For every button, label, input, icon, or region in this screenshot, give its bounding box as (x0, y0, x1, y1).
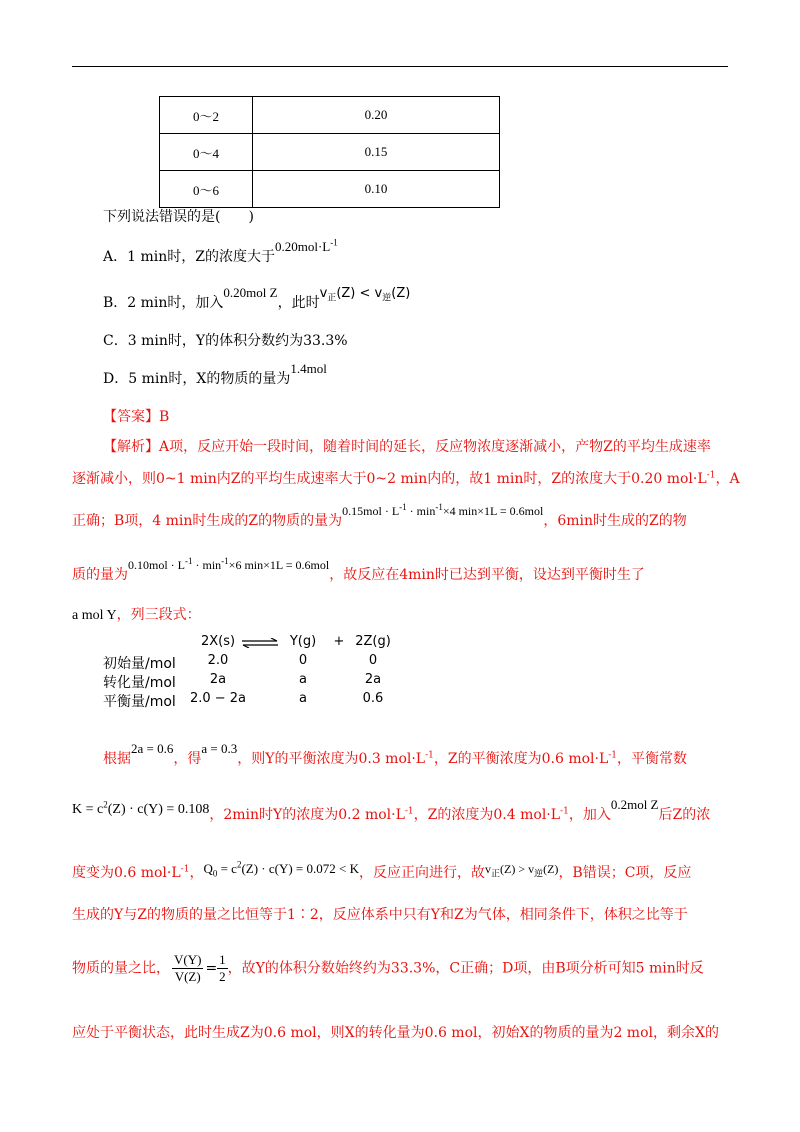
option-a-math: $0.20mol\cdot L^{-1}$ (274, 237, 338, 254)
analysis-line-11: 应处于平衡状态，此时生成Z为0.6 mol，则X的转化量为0.6 mol，初始X的物质的量为2 mol，剩余X的 (72, 1025, 719, 1041)
option-b-text: B．2 min时，加入 (103, 295, 224, 311)
analysis-line-4: 质的量为$0.10mol \cdot L^{-1} \cdot \min^{-1}\times 6$ min×1L = 0.6mol，故反应在4min时已达到平衡，设达到平衡时生了 (72, 556, 645, 583)
analysis-line-1: 【解析】A项，反应开始一段时间，随着时间的延长，反应物浓度逐渐减小，产物Z的平均生成速率 (103, 439, 711, 455)
analysis-math: $Q_0 = c^2(Z) \cdot c(Y) = 0.072 < K$ (203, 859, 359, 879)
time-cell: 0～6 (160, 171, 253, 208)
analysis-label: 【解析】 (103, 439, 159, 455)
option-c: C．3 min时，Y的体积分数约为33.3% (103, 333, 348, 349)
option-d-math: 1.4mol (290, 361, 327, 376)
analysis-line-9: 生成的Y与Z的物质的量之比恒等于1∶2，反应体系中只有Y和Z为气体，相同条件下，体积之比等于 (72, 907, 688, 923)
answer-value: B (159, 409, 170, 425)
table-row (160, 97, 500, 134)
analysis-math: $0.15mol \cdot L^{-1} \cdot \min^{-1}\times 4$ min×1L = 0.6mol (342, 502, 544, 518)
analysis-line-5: a mol Y，列三段式： (72, 607, 201, 623)
analysis-math: $K = c^2(Z) \cdot c(Y) = 0.108$ (72, 799, 210, 817)
analysis-line-10: 物质的量之比， $\frac{V(Y)}{V(Z)}$ = $\frac{1}{2}$ ，故Y的体积分数始终约为33.3%，C正确；D项，由B项分析可知5 min时反 (72, 952, 704, 984)
analysis-math: $v_正(Z) > v_逆(Z)$ (484, 862, 559, 879)
volume-ratio-fraction: $\frac{V(Y)}{V(Z)}$ (174, 952, 202, 984)
option-d (103, 361, 327, 388)
rate-cell: 0.20 (253, 97, 500, 134)
option-b (103, 285, 411, 312)
answer (103, 406, 169, 426)
rate-cell: 0.15 (253, 134, 500, 171)
question-text: 下列说法错误的是( ) (103, 209, 254, 225)
time-cell: 0～4 (160, 134, 253, 171)
header-rule (72, 66, 728, 67)
option-b-rate-compare: $v_正(Z) < v_逆(Z)$ (319, 286, 411, 304)
option-a (103, 237, 338, 266)
one-half-fraction: $\frac{1}{2}$ (219, 952, 226, 984)
option-b-mid: ，此时 (277, 295, 320, 311)
time-cell: 0～2 (160, 97, 253, 134)
analysis-line-3: 正确；B项，4 min时生成的Z的物质的量为$0.15mol \cdot L^{-1} \cdot \min^{-1}\times 4$ min×1L = 0.6mol，6min时生成的Z的物 (72, 502, 687, 529)
rate-table (159, 96, 500, 208)
option-a-text: A．1 min时，Z的浓度大于 (103, 249, 275, 265)
table-row (160, 171, 500, 208)
analysis-line-8: 度变为0.6 $mol\cdot L^{-1}$，$Q_0 = c^2(Z) \cdot c(Y) = 0.072 < K$，反应正向进行，故$v_正(Z) > v_逆(Z)$，B错误；C项，反应 (72, 859, 692, 881)
analysis-line-6: 根据2a = 0.6，得a = 0.3，则Y的平衡浓度为0.3 $mol\cdot L^{-1}$，Z的平衡浓度为0.6 $mol\cdot L^{-1}$，平衡常数 (103, 741, 688, 767)
analysis-line-2: 逐渐减小，则0~1 min内Z的平均生成速率大于0~2 min内的，故1 min时，Z的浓度大于0.20 $mol\cdot L^{-1}$，A (72, 470, 740, 487)
analysis-line-7: $K = c^2(Z) \cdot c(Y) = 0.108$，2min时Y的浓度为0.2 $mol\cdot L^{-1}$，Z的浓度为0.4 $mol\cdot L^{-1}$，加入0.2mol Z后Z的浓 (72, 797, 711, 823)
rate-cell: 0.10 (253, 171, 500, 208)
option-d-text: D．5 min时，X的物质的量为 (103, 371, 291, 387)
option-b-math: 0.20mol Z (223, 285, 278, 300)
answer-label: 【答案】 (103, 409, 159, 425)
table-row (160, 134, 500, 171)
analysis-math: $0.10mol \cdot L^{-1} \cdot \min^{-1}\times 6$ min×1L = 0.6mol (128, 556, 330, 572)
